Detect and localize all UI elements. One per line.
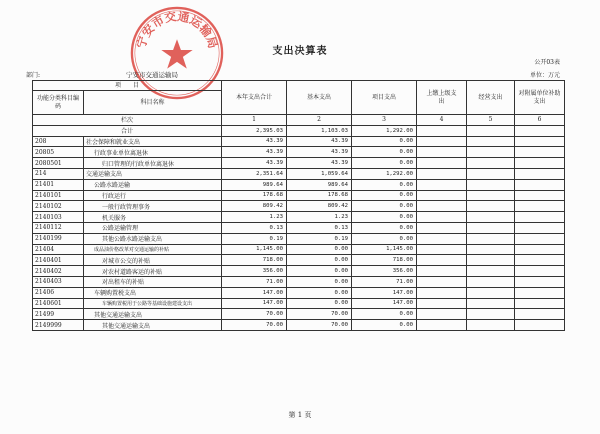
row-total: 178.68 bbox=[222, 190, 287, 201]
row-total: 1,145.00 bbox=[222, 244, 287, 255]
row-subsidy bbox=[515, 179, 565, 190]
header-upper: 上缴上级支出 bbox=[417, 81, 467, 115]
row-basic: 0.00 bbox=[287, 287, 352, 298]
row-subsidy bbox=[515, 222, 565, 233]
row-project: 0.00 bbox=[352, 201, 417, 212]
row-total: 989.64 bbox=[222, 179, 287, 190]
row-code: 2140199 bbox=[33, 233, 84, 244]
header-func-code: 功能分类科目编码 bbox=[33, 91, 84, 115]
page-number: 第 1 页 bbox=[288, 411, 312, 419]
table-row bbox=[33, 233, 565, 244]
row-upper bbox=[417, 136, 467, 147]
row-code: 21404 bbox=[33, 244, 84, 255]
row-upper bbox=[417, 244, 467, 255]
row-business bbox=[467, 158, 515, 169]
row-total: 71.00 bbox=[222, 276, 287, 287]
table-row bbox=[33, 255, 565, 266]
row-project: 0.00 bbox=[352, 190, 417, 201]
row-name: 其他交通运输支出 bbox=[84, 309, 222, 320]
column-index: 2 bbox=[287, 115, 352, 126]
header-basic: 基本支出 bbox=[287, 81, 352, 115]
row-upper bbox=[417, 255, 467, 266]
column-index: 5 bbox=[467, 115, 515, 126]
row-project: 0.00 bbox=[352, 309, 417, 320]
row-project: 71.00 bbox=[352, 276, 417, 287]
row-subsidy bbox=[515, 244, 565, 255]
row-basic: 989.64 bbox=[287, 179, 352, 190]
row-subsidy bbox=[515, 212, 565, 223]
row-project: 356.00 bbox=[352, 266, 417, 277]
row-upper bbox=[417, 320, 467, 331]
row-name: 成品油价格改革对交通运输的补贴 bbox=[84, 244, 222, 255]
expenditure-table bbox=[32, 80, 565, 331]
header-project: 项 目 bbox=[33, 81, 222, 91]
row-project: 0.00 bbox=[352, 212, 417, 223]
row-code: 2140403 bbox=[33, 276, 84, 287]
table-row bbox=[33, 287, 565, 298]
row-code: 2149999 bbox=[33, 320, 84, 331]
table-row bbox=[33, 222, 565, 233]
row-name: 其他公路水路运输支出 bbox=[84, 233, 222, 244]
row-basic: 70.00 bbox=[287, 309, 352, 320]
row-upper bbox=[417, 222, 467, 233]
svg-text:宁安市交通运输局: 宁安市交通运输局 bbox=[133, 9, 221, 51]
row-project: 0.00 bbox=[352, 320, 417, 331]
header-subject-name: 科目名称 bbox=[84, 91, 222, 115]
row-business bbox=[467, 212, 515, 223]
row-basic: 0.00 bbox=[287, 276, 352, 287]
row-upper bbox=[417, 233, 467, 244]
row-total: 43.39 bbox=[222, 147, 287, 158]
total-project: 1,292.00 bbox=[352, 125, 417, 136]
total-row bbox=[33, 125, 565, 136]
row-basic: 0.19 bbox=[287, 233, 352, 244]
row-basic: 43.39 bbox=[287, 158, 352, 169]
table-row bbox=[33, 158, 565, 169]
row-name: 车辆购置税支出 bbox=[84, 287, 222, 298]
dept-name: 宁安市交通运输局 bbox=[126, 71, 178, 79]
row-business bbox=[467, 298, 515, 309]
row-upper bbox=[417, 212, 467, 223]
row-name: 其他交通运输支出 bbox=[84, 320, 222, 331]
row-business bbox=[467, 222, 515, 233]
row-name: 公路水路运输 bbox=[84, 179, 222, 190]
table-row bbox=[33, 212, 565, 223]
row-subsidy bbox=[515, 158, 565, 169]
table-row bbox=[33, 276, 565, 287]
row-basic: 70.00 bbox=[287, 320, 352, 331]
row-business bbox=[467, 147, 515, 158]
row-business bbox=[467, 287, 515, 298]
row-name: 机关服务 bbox=[84, 212, 222, 223]
table-row bbox=[33, 266, 565, 277]
header-subsidy: 对附属单位补助支出 bbox=[515, 81, 565, 115]
table-row bbox=[33, 168, 565, 179]
row-total: 70.00 bbox=[222, 320, 287, 331]
row-subsidy bbox=[515, 266, 565, 277]
row-upper bbox=[417, 158, 467, 169]
row-subsidy bbox=[515, 201, 565, 212]
row-code: 2140601 bbox=[33, 298, 84, 309]
row-code: 2140402 bbox=[33, 266, 84, 277]
row-upper bbox=[417, 309, 467, 320]
row-basic: 809.42 bbox=[287, 201, 352, 212]
row-project: 0.00 bbox=[352, 179, 417, 190]
row-business bbox=[467, 309, 515, 320]
row-code: 2140112 bbox=[33, 222, 84, 233]
row-business bbox=[467, 276, 515, 287]
row-business bbox=[467, 190, 515, 201]
row-basic: 1.23 bbox=[287, 212, 352, 223]
row-business bbox=[467, 233, 515, 244]
row-upper bbox=[417, 179, 467, 190]
total-value: 2,395.03 bbox=[222, 125, 287, 136]
row-business bbox=[467, 320, 515, 331]
column-index: 1 bbox=[222, 115, 287, 126]
row-basic: 43.39 bbox=[287, 147, 352, 158]
column-index: 6 bbox=[515, 115, 565, 126]
row-subsidy bbox=[515, 190, 565, 201]
row-project: 0.00 bbox=[352, 222, 417, 233]
row-total: 1.23 bbox=[222, 212, 287, 223]
row-subsidy bbox=[515, 233, 565, 244]
row-name: 对城市公交的补贴 bbox=[84, 255, 222, 266]
row-subsidy bbox=[515, 136, 565, 147]
row-project: 147.00 bbox=[352, 298, 417, 309]
page-title: 支出决算表 bbox=[272, 46, 328, 57]
table-row bbox=[33, 309, 565, 320]
table-row bbox=[33, 201, 565, 212]
total-label: 合计 bbox=[33, 125, 222, 136]
table-row bbox=[33, 320, 565, 331]
row-name: 交通运输支出 bbox=[84, 168, 222, 179]
row-total: 0.19 bbox=[222, 233, 287, 244]
row-basic: 0.00 bbox=[287, 266, 352, 277]
row-project: 0.00 bbox=[352, 136, 417, 147]
row-name: 归口管理的行政单位离退休 bbox=[84, 158, 222, 169]
row-code: 2140401 bbox=[33, 255, 84, 266]
row-upper bbox=[417, 266, 467, 277]
row-name: 社会保障和就业支出 bbox=[84, 136, 222, 147]
table-row bbox=[33, 136, 565, 147]
row-basic: 178.68 bbox=[287, 190, 352, 201]
total-subsidy bbox=[515, 125, 565, 136]
row-upper bbox=[417, 276, 467, 287]
row-upper bbox=[417, 298, 467, 309]
row-business bbox=[467, 255, 515, 266]
row-subsidy bbox=[515, 147, 565, 158]
row-code: 2140103 bbox=[33, 212, 84, 223]
row-basic: 0.00 bbox=[287, 244, 352, 255]
row-subsidy bbox=[515, 320, 565, 331]
column-index-label: 栏次 bbox=[33, 115, 222, 126]
row-project: 1,292.00 bbox=[352, 168, 417, 179]
row-total: 43.39 bbox=[222, 158, 287, 169]
table-row bbox=[33, 147, 565, 158]
row-basic: 0.00 bbox=[287, 255, 352, 266]
table-row bbox=[33, 298, 565, 309]
row-subsidy bbox=[515, 309, 565, 320]
row-basic: 0.13 bbox=[287, 222, 352, 233]
header-total: 本年支出合计 bbox=[222, 81, 287, 115]
row-subsidy bbox=[515, 298, 565, 309]
row-total: 718.00 bbox=[222, 255, 287, 266]
row-total: 809.42 bbox=[222, 201, 287, 212]
total-upper bbox=[417, 125, 467, 136]
row-total: 43.39 bbox=[222, 136, 287, 147]
table-row bbox=[33, 244, 565, 255]
row-business bbox=[467, 266, 515, 277]
row-name: 行政运行 bbox=[84, 190, 222, 201]
row-project: 0.00 bbox=[352, 158, 417, 169]
row-name: 对出租车的补贴 bbox=[84, 276, 222, 287]
row-name: 车辆购置税用于公路等基础设施建设支出 bbox=[84, 298, 222, 309]
row-business bbox=[467, 136, 515, 147]
row-project: 718.00 bbox=[352, 255, 417, 266]
row-project: 0.00 bbox=[352, 233, 417, 244]
row-subsidy bbox=[515, 255, 565, 266]
row-upper bbox=[417, 201, 467, 212]
table-row bbox=[33, 179, 565, 190]
row-project: 0.00 bbox=[352, 147, 417, 158]
row-basic: 1,059.64 bbox=[287, 168, 352, 179]
row-project: 1,145.00 bbox=[352, 244, 417, 255]
form-code: 公开03表 bbox=[534, 59, 560, 66]
row-subsidy bbox=[515, 276, 565, 287]
unit-label: 单位：万元 bbox=[529, 72, 560, 79]
row-name: 一般行政管理事务 bbox=[84, 201, 222, 212]
row-business bbox=[467, 179, 515, 190]
row-project: 147.00 bbox=[352, 287, 417, 298]
row-code: 208 bbox=[33, 136, 84, 147]
row-business bbox=[467, 201, 515, 212]
total-basic: 1,103.03 bbox=[287, 125, 352, 136]
dept-label: 部门: bbox=[26, 72, 41, 79]
row-name: 对农村道路客运的补贴 bbox=[84, 266, 222, 277]
row-total: 356.00 bbox=[222, 266, 287, 277]
row-total: 147.00 bbox=[222, 287, 287, 298]
column-index: 3 bbox=[352, 115, 417, 126]
row-total: 70.00 bbox=[222, 309, 287, 320]
row-business bbox=[467, 168, 515, 179]
row-basic: 43.39 bbox=[287, 136, 352, 147]
row-code: 2140102 bbox=[33, 201, 84, 212]
row-total: 147.00 bbox=[222, 298, 287, 309]
row-upper bbox=[417, 287, 467, 298]
row-code: 21401 bbox=[33, 179, 84, 190]
row-code: 21406 bbox=[33, 287, 84, 298]
row-code: 2080501 bbox=[33, 158, 84, 169]
column-index-row bbox=[33, 115, 565, 126]
total-business bbox=[467, 125, 515, 136]
row-code: 20805 bbox=[33, 147, 84, 158]
row-business bbox=[467, 244, 515, 255]
row-subsidy bbox=[515, 287, 565, 298]
row-total: 0.13 bbox=[222, 222, 287, 233]
row-name: 公路运输管理 bbox=[84, 222, 222, 233]
row-upper bbox=[417, 168, 467, 179]
row-code: 214 bbox=[33, 168, 84, 179]
row-name: 行政事业单位离退休 bbox=[84, 147, 222, 158]
row-subsidy bbox=[515, 168, 565, 179]
row-total: 2,351.64 bbox=[222, 168, 287, 179]
row-basic: 0.00 bbox=[287, 298, 352, 309]
row-code: 21499 bbox=[33, 309, 84, 320]
row-upper bbox=[417, 147, 467, 158]
column-index: 4 bbox=[417, 115, 467, 126]
row-code: 2140101 bbox=[33, 190, 84, 201]
header-project-exp: 项目支出 bbox=[352, 81, 417, 115]
header-business: 经营支出 bbox=[467, 81, 515, 115]
row-upper bbox=[417, 190, 467, 201]
table-row bbox=[33, 190, 565, 201]
